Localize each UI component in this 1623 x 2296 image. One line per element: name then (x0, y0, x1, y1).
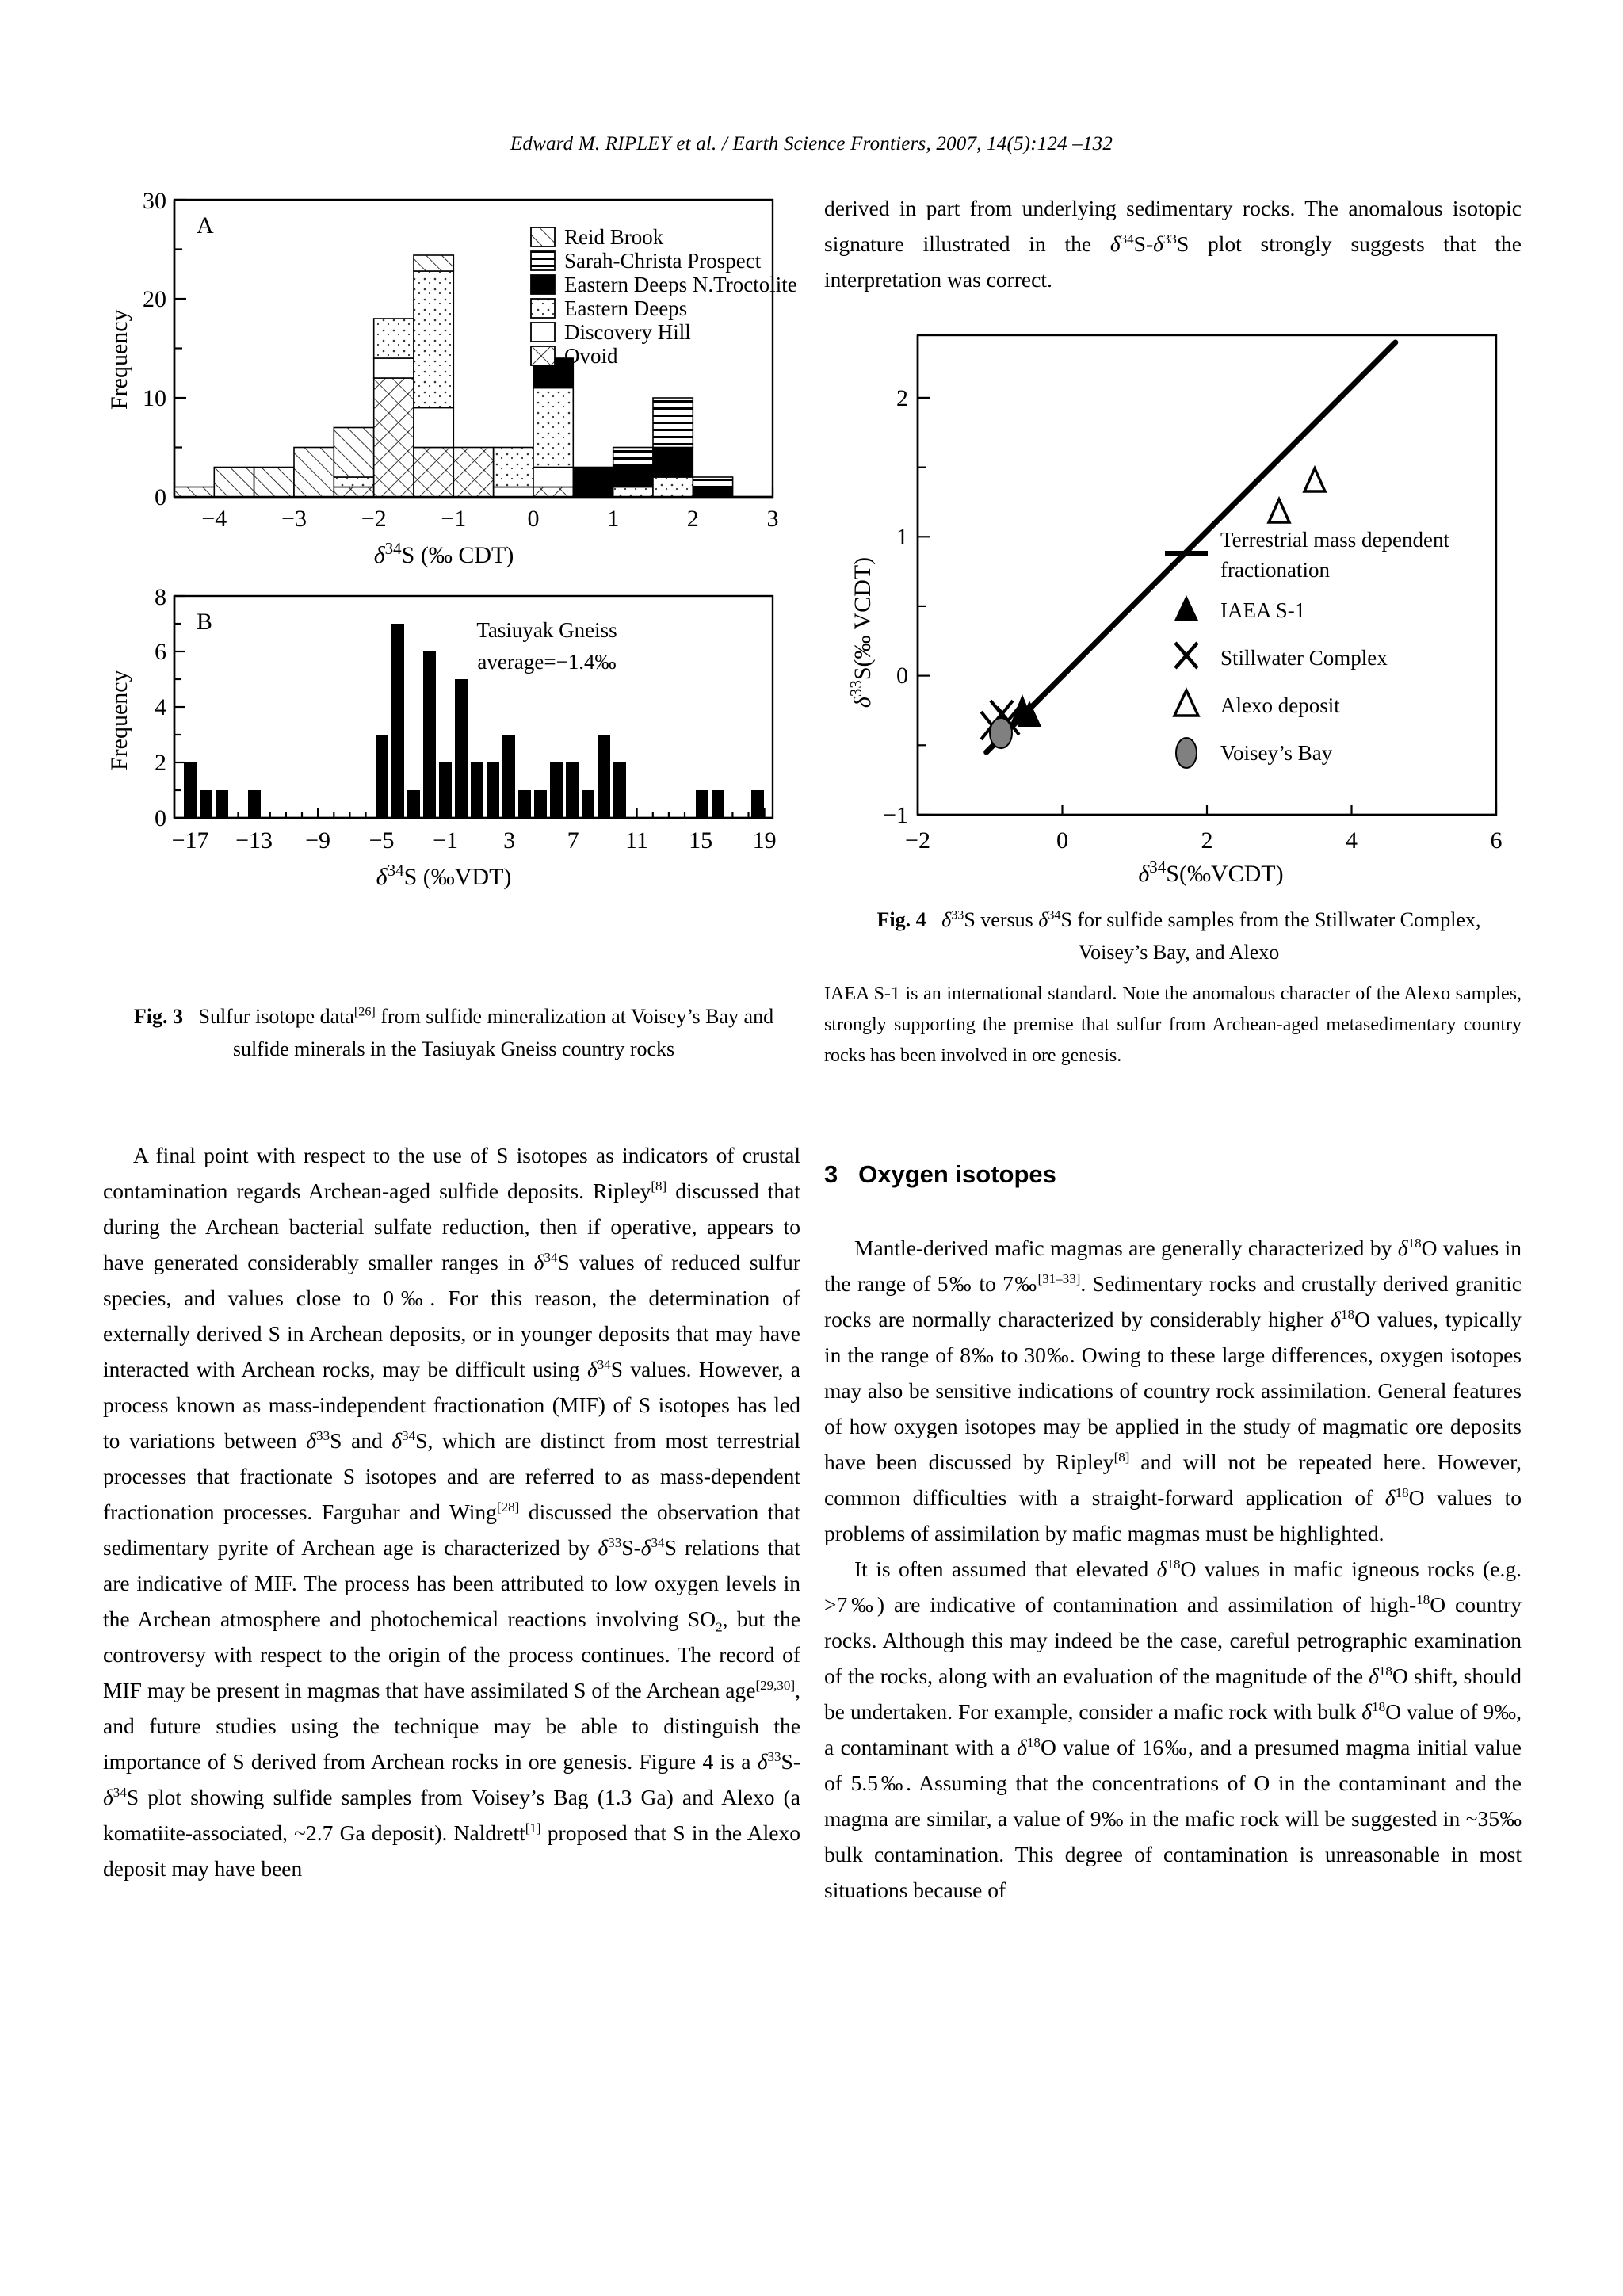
panel-b-xtick-19: 19 (752, 827, 777, 854)
panel-a-y-ticks (174, 200, 186, 497)
figure-3-caption-text-a: Sulfur isotope data (198, 1005, 354, 1028)
panel-b-xlabel-sup: 34 (387, 861, 404, 880)
ro1-d3: δ (1384, 1485, 1396, 1510)
figure-4-caption-mid: S versus (964, 908, 1039, 931)
figure-4-ylabel (846, 557, 876, 708)
ro2-d2: δ (1369, 1664, 1379, 1688)
figure-4-ytick-1: 1 (896, 524, 908, 550)
panel-a-xlabel (374, 539, 514, 568)
running-head: Edward M. RIPLEY et al. / Earth Science Frontiers, 2007, 14(5):124 –132 (510, 133, 1113, 155)
right-column-body (824, 1230, 1522, 1908)
ro1-s1: Mantle-derived mafic magmas are generally characterized by (854, 1236, 1398, 1260)
right-paragraph-oxy-1 (824, 1230, 1522, 1551)
legend-label-voiseys-bay: Voisey’s Bay (1220, 741, 1333, 765)
panel-b-xtick--1: −1 (433, 827, 459, 854)
rpt-sup2: 33 (1163, 231, 1177, 246)
ro1-ref2: [8] (1113, 1449, 1130, 1465)
ro2-sup3: 18 (1378, 1663, 1392, 1679)
legend-label-eastern-deeps: Eastern Deeps (564, 296, 688, 320)
panel-b-bars (184, 624, 764, 818)
lp1-s1: A final point with respect to the use of S isotopes as indicators of crustal contamination regards Archean-aged sulfide deposits. Ripley (103, 1143, 800, 1203)
rpt-sup1: 34 (1120, 231, 1134, 246)
legend-marker-alexo (1174, 690, 1198, 716)
voiseys-bay-marker (990, 718, 1012, 748)
figure-4-xlabel-delta: δ (1138, 861, 1150, 886)
panel-b-xtick--5: −5 (369, 827, 395, 854)
legend-label-stillwater: Stillwater Complex (1220, 646, 1388, 670)
lp1-sup4: 34 (402, 1427, 416, 1443)
ro1-ref1: [31–33] (1037, 1270, 1081, 1286)
ro2-sup5: 18 (1026, 1734, 1041, 1750)
panel-b (106, 584, 777, 890)
panel-a-xtick--3: −3 (281, 506, 307, 532)
ro2-s4: O shift, should be undertaken. For example, consider a mafic rock with bulk (824, 1664, 1522, 1724)
lp1-d1: δ (533, 1250, 544, 1274)
lp1-sup5: 33 (608, 1534, 622, 1550)
panel-b-annotation-line1: Tasiuyak Gneiss (476, 618, 617, 642)
ro2-s3: O country rocks. Although this may indeed be the case, careful petrographic examination of the rocks, along with an evaluation of the magnitude of the (824, 1592, 1522, 1688)
figure-4 (838, 315, 1520, 886)
ro2-sup1: 18 (1167, 1556, 1181, 1572)
panel-a-xtick--4: −4 (201, 506, 227, 532)
panel-b-xtick-7: 7 (567, 827, 579, 854)
lp1-ref4: [1] (525, 1820, 541, 1836)
right-paragraph-top (824, 190, 1522, 297)
figure-4-xlabel-rest: S(‰VCDT) (1166, 861, 1284, 886)
ro1-sup1: 18 (1407, 1235, 1422, 1251)
lp1-d4: δ (391, 1428, 403, 1453)
panel-b-annotation-line2: average=−1.4‰ (477, 650, 617, 674)
legend-swatch-discovery-hill (531, 323, 555, 342)
legend-label-eastern-deeps-troctolite: Eastern Deeps N.Troctolite (564, 273, 797, 296)
section-3-title: Oxygen isotopes (858, 1160, 1056, 1188)
figure-4-caption-label: Fig. 4 (876, 908, 926, 931)
panel-b-ytick-4: 4 (155, 694, 166, 720)
panel-a-xtick-0: 0 (527, 506, 540, 532)
ro1-sup3: 18 (1395, 1484, 1409, 1500)
lp1-sup2: 34 (597, 1356, 611, 1372)
section-3-heading (824, 1160, 1522, 1189)
rpt-s3: S plot strongly suggests that the interpretation was correct. (824, 231, 1522, 292)
lp1-s5: S and (330, 1428, 392, 1453)
legend-label-terrestrial-1: Terrestrial mass dependent (1220, 528, 1449, 552)
lp1-d2: δ (586, 1357, 598, 1381)
ro1-d2: δ (1331, 1307, 1342, 1331)
figure-4-ylabel-delta: δ (850, 697, 876, 709)
rpt-d2: δ (1153, 231, 1163, 256)
legend-swatch-eastern-deeps-troctolite (531, 275, 555, 294)
panel-a-letter: A (197, 212, 214, 239)
figure-4-xlabel (1138, 858, 1283, 886)
panel-b-ytick-2: 2 (155, 750, 166, 776)
ro2-s5: O value of 9‰, a contaminant with a (824, 1699, 1522, 1759)
ro2-s1: It is often assumed that elevated (854, 1557, 1157, 1581)
panel-a-ytick-10: 10 (143, 385, 166, 411)
legend-label-sarah-christa: Sarah-Christa Prospect (564, 249, 762, 273)
figure-3-caption (119, 1000, 789, 1065)
ro2-d4: δ (1017, 1735, 1027, 1759)
figure-3-caption-label: Fig. 3 (133, 1005, 183, 1028)
figure-4-ylabel-rest: S(‰ VCDT) (850, 556, 876, 681)
panel-b-ytick-0: 0 (155, 805, 166, 831)
ro2-s6: O value of 16‰, and a presumed magma initial value of 5.5‰. Assuming that the concentrations of O in the contaminant and the magma are similar, a value of 9‰ in the mafic rock will be suggested in ~35‰ bulk contamination. This degree of contamination is unreasonable in most situations because of (824, 1735, 1522, 1902)
figure-4-xtick-4: 4 (1346, 827, 1358, 854)
lp1-s4: S values. However, a process known as mass-independent fractionation (MIF) of S isotopes has led to variations between (103, 1357, 800, 1453)
lp1-s10: , but the controversy with respect to the origin of the process continues. The record of MIF may be present in magmas that have assimilated S of the Archean age (103, 1606, 800, 1702)
figure-4-xtick-2: 2 (1201, 827, 1213, 854)
panel-a-xtick--1: −1 (441, 506, 467, 532)
legend-marker-stillwater (1175, 643, 1197, 668)
panel-a-xlabel-rest: S (‰ CDT) (401, 542, 514, 568)
figure-4-caption-sup1: 33 (951, 908, 964, 923)
panel-a-xtick-3: 3 (766, 506, 779, 532)
lp1-s3: S values of reduced sulfur species, and values close to 0‰. For this reason, the determination of externally derived S in Archean deposits, or in younger deposits that may have interacted with Archean rocks, may be difficult using (103, 1250, 800, 1381)
figure-4-caption-tail: S for sulfide samples from the Stillwater Complex, Voisey’s Bay, and Alexo (1060, 908, 1481, 964)
figure-3 (103, 184, 800, 968)
figure-4-legend (1165, 528, 1449, 768)
panel-a (106, 188, 797, 568)
alexo-data-points (1269, 468, 1325, 522)
figure-4-svg (838, 315, 1520, 886)
svg-text:δ34S (‰ CDT) (374, 539, 514, 568)
lp1-s7: discussed the observation that sedimentary pyrite of Archean age is characterized by (103, 1499, 800, 1560)
lp1-s11: , and future studies using the technique may be able to distinguish the importance of S derived from Archean rocks in ore genesis. Figure 4 is a (103, 1678, 800, 1774)
rpt-s1: derived in part from underlying sedimentary rocks. The anomalous isotopic signature illustrated in the (824, 196, 1522, 256)
figure-4-note: IAEA S-1 is an international standard. Note the anomalous character of the Alexo samples, strongly supporting the premise that sulfur from Archean-aged metasedimentary country rocks has been involved in ore genesis. (824, 984, 1522, 1066)
panel-b-xlabel-rest: S (‰VDT) (403, 864, 512, 890)
legend-label-reid-brook: Reid Brook (564, 225, 664, 249)
lp1-sup6: 34 (651, 1534, 665, 1550)
ro2-d1: δ (1156, 1557, 1167, 1581)
panel-a-xtick-1: 1 (607, 506, 620, 532)
lp1-s6: S, which are distinct from most terrestrial processes that fractionate S isotopes and are referred to as mass-dependent fractionation processes. Farguhar and Wing (103, 1428, 801, 1524)
lp1-s8: S- (621, 1535, 641, 1560)
lp1-sup1: 34 (544, 1249, 558, 1265)
panel-b-xlabel-delta: δ (376, 864, 388, 890)
legend-swatch-eastern-deeps (531, 299, 555, 318)
lp1-d5: δ (598, 1535, 609, 1560)
lp1-d7: δ (757, 1749, 768, 1774)
lp1-s13: S plot showing sulfide samples from Voisey’s Bag (1.3 Ga) and Alexo (a komatiite-associated, ~2.7 Ga deposit). Naldrett (103, 1785, 800, 1845)
ro2-d3: δ (1361, 1699, 1373, 1724)
ro1-d1: δ (1397, 1236, 1408, 1260)
legend-swatch-ovoid (531, 346, 555, 365)
right-column-top (824, 190, 1522, 297)
lp1-s2: discussed that during the Archean bacterial sulfate reduction, then if operative, appears to have generated considerably smaller ranges in (103, 1179, 800, 1274)
legend-label-ovoid: Ovoid (564, 344, 618, 368)
ro1-sup2: 18 (1341, 1306, 1355, 1322)
ro2-s2: O values in mafic igneous rocks (e.g. >7‰) are indicative of contamination and assimilation of high- (824, 1557, 1522, 1617)
panel-a-ytick-0: 0 (155, 484, 166, 510)
figure-4-caption-delta2: δ (1038, 908, 1048, 931)
lp1-sub1: 2 (716, 1619, 723, 1635)
left-paragraph-1 (103, 1137, 800, 1886)
panel-b-ytick-8: 8 (155, 584, 166, 610)
lp1-sup3: 33 (316, 1427, 330, 1443)
figure-4-ylabel-sup: 33 (846, 680, 865, 697)
panel-b-xtick-15: 15 (689, 827, 713, 854)
figure-3-caption-text-b: from sulfide mineralization at Voisey’s Bay and sulfide minerals in the Tasiuyak Gneiss country rocks (232, 1005, 774, 1060)
figure-4-caption-delta1: δ (941, 908, 952, 931)
figure-3-caption-ref: [26] (353, 1005, 376, 1019)
figure-4-xtick--2: −2 (905, 827, 930, 854)
lp1-s14: proposed that S in the Alexo deposit may have been (103, 1820, 800, 1881)
legend-swatch-reid-brook (531, 227, 555, 246)
lp1-d8: δ (103, 1785, 113, 1809)
ro1-s2: O values in the range of 5‰ to 7‰ (824, 1236, 1522, 1296)
panel-b-xlabel (376, 861, 512, 890)
panel-b-xtick--17: −17 (171, 827, 209, 854)
section-3-heading-wrap (824, 1160, 1522, 1189)
legend-marker-iaea-s1 (1174, 595, 1198, 621)
rpt-s2: S- (1133, 231, 1154, 256)
figure-4-caption (840, 904, 1518, 968)
ro1-s6: O values to problems of assimilation by mafic magmas must be highlighted. (824, 1485, 1522, 1545)
section-3-number: 3 (824, 1160, 838, 1188)
panel-a-xlabel-delta: δ (373, 542, 385, 568)
panel-a-ylabel: Frequency (106, 309, 132, 410)
lp1-d6: δ (640, 1535, 651, 1560)
lp1-s12: S- (781, 1749, 800, 1774)
figure-4-caption-sup2: 34 (1048, 908, 1061, 923)
panel-b-xtick-3: 3 (503, 827, 516, 854)
legend-marker-voiseys-bay (1176, 738, 1197, 768)
legend-label-iaea-s1: IAEA S-1 (1220, 598, 1306, 622)
figure-4-ytick-0: 0 (896, 663, 908, 689)
ro2-sup4: 18 (1372, 1698, 1386, 1714)
panel-a-xtick--2: −2 (361, 506, 387, 532)
ro1-s3: . Sedimentary rocks and crustally derived granitic rocks are normally characterized by considerably higher (824, 1271, 1522, 1331)
lp1-s9: S relations that are indicative of MIF. The process has been attributed to low oxygen levels in the Archean atmosphere and photochemical reactions involving SO (103, 1535, 800, 1631)
panel-b-letter: B (197, 609, 213, 635)
panel-a-xlabel-sup: 34 (384, 539, 402, 558)
figure-3-svg (103, 184, 800, 968)
panel-b-y-ticks (174, 596, 185, 818)
legend-label-discovery-hill: Discovery Hill (564, 320, 691, 344)
figure-4-xlabel-sup: 34 (1149, 858, 1167, 877)
lp1-ref2: [28] (496, 1499, 520, 1515)
panel-b-ylabel: Frequency (106, 670, 132, 770)
rpt-d1: δ (1109, 231, 1121, 256)
figure-4-xtick-6: 6 (1490, 827, 1503, 854)
figure-4-xtick-0: 0 (1056, 827, 1068, 854)
panel-b-xtick--13: −13 (235, 827, 273, 854)
panel-a-ytick-20: 20 (143, 286, 166, 312)
panel-a-xtick-2: 2 (686, 506, 699, 532)
panel-b-xtick--9: −9 (305, 827, 331, 854)
panel-b-xtick-11: 11 (625, 827, 649, 854)
figure-4-ytick-2: 2 (896, 385, 908, 411)
lp1-sup8: 34 (113, 1784, 127, 1800)
lp1-d3: δ (306, 1428, 317, 1453)
figure-4-x-ticks (918, 803, 1496, 815)
figure-4-ytick--1: −1 (883, 802, 908, 828)
lp1-sup7: 33 (767, 1748, 781, 1764)
lp1-ref3: [29,30] (755, 1677, 796, 1693)
panel-a-legend (531, 225, 797, 368)
panel-a-ytick-30: 30 (143, 188, 166, 214)
left-column-body (103, 1137, 800, 1886)
right-paragraph-oxy-2 (824, 1551, 1522, 1908)
legend-swatch-sarah-christa (531, 251, 555, 270)
panel-b-ytick-6: 6 (155, 639, 166, 665)
ro1-s5: and will not be repeated here. However, common difficulties with a straight-forward application of (824, 1450, 1522, 1510)
legend-label-alexo: Alexo deposit (1220, 693, 1340, 717)
legend-label-terrestrial-2: fractionation (1220, 558, 1330, 582)
figure-4-y-ticks (918, 398, 930, 815)
ro2-sup2: 18 (1416, 1591, 1430, 1607)
lp1-ref1: [8] (651, 1178, 667, 1194)
ro1-s4: O values, typically in the range of 8‰ to 30‰. Owing to these large differences, oxygen isotopes may also be sensitive indications of country rock assimilation. General features of how oxygen isotopes may be applied in the study of magmatic ore deposits have been discussed by Ripley (824, 1307, 1522, 1474)
